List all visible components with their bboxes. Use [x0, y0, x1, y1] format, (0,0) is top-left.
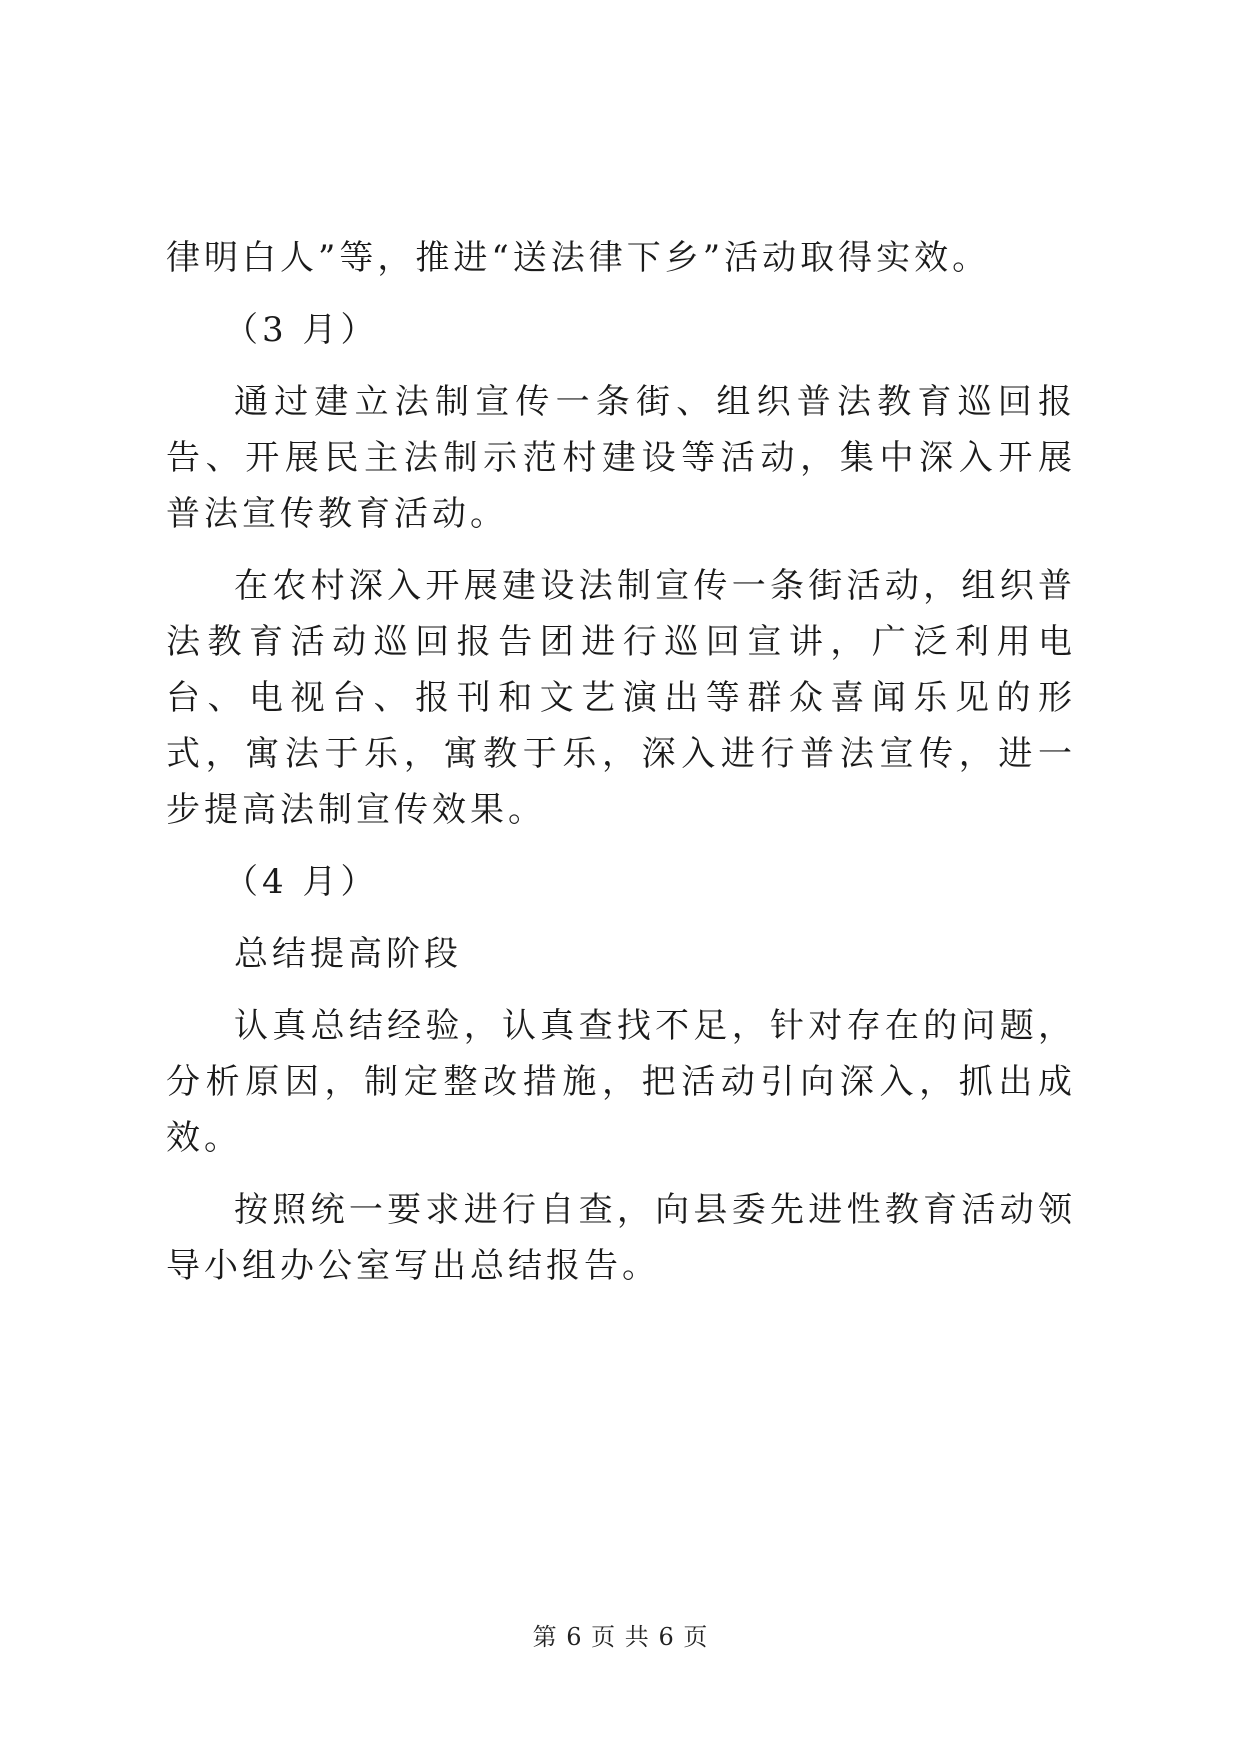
page-number-footer: 第 6 页 共 6 页 [532, 1623, 709, 1651]
paragraph-continuation: 律明白人”等，推进“送法律下乡”活动取得实效。 [166, 238, 991, 278]
document-body [166, 230, 1076, 1310]
paragraph-summary: 认真总结经验，认真查找不足，针对存在的问题，分析原因，制定整改措施，把活动引向深入，抓出成效。 [166, 1006, 1076, 1158]
paragraph-activities: 通过建立法制宣传一条街、组织普法教育巡回报告、开展民主法制示范村建设等活动，集中深入开展普法宣传教育活动。 [166, 382, 1076, 534]
paragraph-self-check: 按照统一要求进行自查，向县委先进性教育活动领导小组办公室写出总结报告。 [166, 1190, 1076, 1286]
paragraph-rural-campaign: 在农村深入开展建设法制宣传一条街活动，组织普法教育活动巡回报告团进行巡回宣讲，广泛利用电台、电视台、报刊和文艺演出等群众喜闻乐见的形式，寓法于乐，寓教于乐，深入进行普法宣传，进一步提高法制宣传效果。 [166, 566, 1076, 830]
section-heading-summary: 总结提高阶段 [234, 934, 462, 974]
month-label-march: （3 月） [224, 310, 379, 350]
month-label-april: （4 月） [224, 862, 379, 902]
